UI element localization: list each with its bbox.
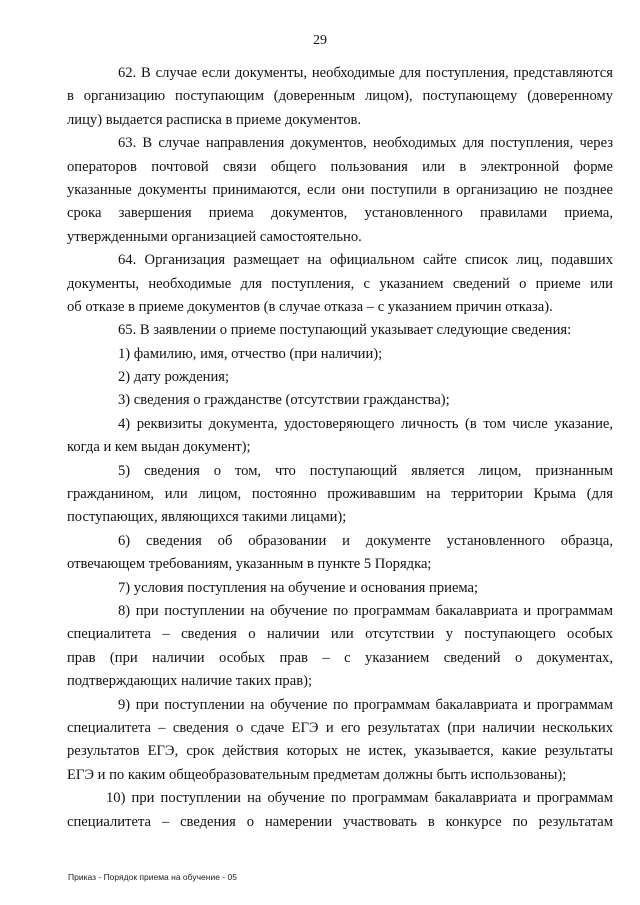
text-line: 8) при поступлении на обучение по программам бакалавриата и программам [118,602,613,619]
text-line: специалитета – сведения о наличии или отсутствии у поступающего особых [67,626,613,643]
text-line: 2) дату рождения; [118,369,230,386]
text-line: гражданином, или лицом, постоянно проживавшим на территории Крыма (для [67,486,613,503]
text-line: срока завершения приема документов, установленного правилами приема, [67,205,613,222]
text-line: отвечающем требованиям, указанным в пункте 5 Порядка; [67,556,432,573]
text-line: специалитета – сведения о сдаче ЕГЭ и его результатах (при наличии нескольких [67,719,613,736]
text-line: лицу) выдается расписка в приеме документов. [67,111,362,128]
text-line: 64. Организация размещает на официальном сайте список лиц, подавших [118,252,613,269]
page-number: 29 [313,33,327,48]
text-line: 4) реквизиты документа, удостоверяющего личность (в том числе указание, [118,415,613,432]
text-line: подтверждающих наличие таких прав); [67,673,313,690]
text-line: документы, необходимые для поступления, с указанием сведений о приеме или [67,275,613,292]
text-line: 1) фамилию, имя, отчество (при наличии); [118,345,383,362]
footer-text: Приказ - Порядок приема на обучение - 05 [68,872,237,882]
text-line: 3) сведения о гражданстве (отсутствии гражданства); [118,392,450,409]
text-line: об отказе в приеме документов (в случае отказа – с указанием причин отказа). [67,298,553,315]
text-line: утвержденными организацией самостоятельно. [67,228,362,245]
text-line: 6) сведения об образовании и документе установленного образца, [118,532,613,549]
text-line: результатов ЕГЭ, срок действия которых не истек, указывается, какие результаты [67,743,613,760]
text-line: когда и кем выдан документ); [67,439,251,456]
text-line: 10) при поступлении на обучение по программам бакалавриата и программам [106,790,613,807]
text-line: 65. В заявлении о приеме поступающий указывает следующие сведения: [118,322,572,339]
text-line: ЕГЭ и по каким общеобразовательным предметам должны быть использованы); [67,766,567,783]
text-line: прав (при наличии особых прав – с указанием сведений о документах, [67,649,613,666]
text-line: в организацию поступающим (доверенным лицом), поступающему (доверенному [67,88,613,105]
text-line: операторов почтовой связи общего пользования или в электронной форме [67,158,613,175]
text-line: 7) условия поступления на обучение и основания приема; [118,579,479,596]
document-body [67,62,613,834]
text-line: 62. В случае если документы, необходимые для поступления, представляются [118,65,613,81]
text-line: 63. В случае направления документов, необходимых для поступления, через [118,135,613,152]
text-line: 9) при поступлении на обучение по программам бакалавриата и программам [118,696,613,713]
text-line: специалитета – сведения о намерении участвовать в конкурсе по результатам [67,813,613,830]
text-line: указанные документы принимаются, если они поступили в организацию не позднее [67,181,613,198]
text-line: 5) сведения о том, что поступающий является лицом, признанным [118,462,613,479]
text-line: поступающих, являющихся такими лицами); [67,509,347,526]
